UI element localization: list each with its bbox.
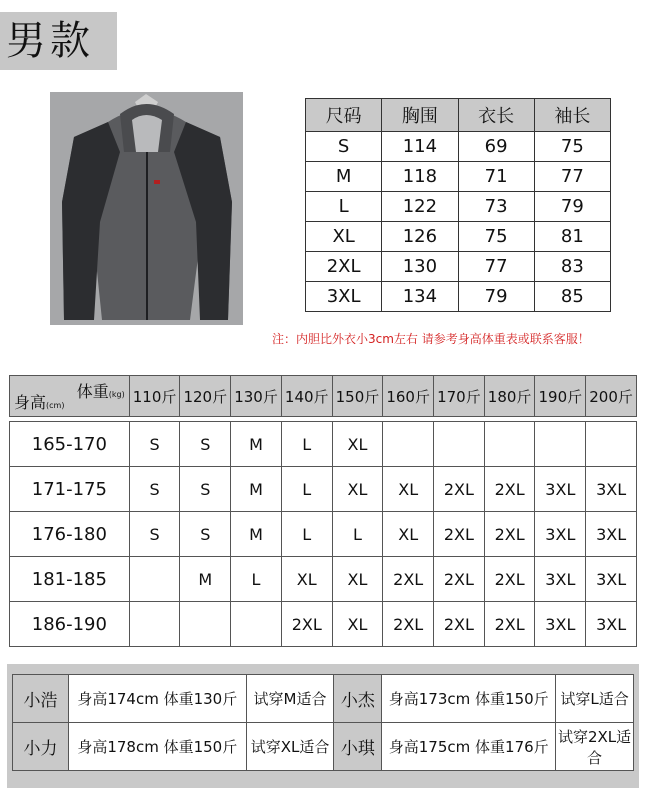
size-cell: S — [180, 512, 231, 557]
table-row — [306, 282, 611, 312]
tester-stats: 身高175cm 体重176斤 — [382, 723, 556, 771]
weight-header-cell: 130斤 — [231, 376, 282, 417]
table-row — [13, 675, 634, 723]
size-cell — [535, 422, 586, 467]
table-row — [306, 162, 611, 192]
size-cell: XL — [332, 602, 383, 647]
tester-stats: 身高174cm 体重130斤 — [68, 675, 246, 723]
size-cell: 2XL — [434, 467, 485, 512]
size-chart-header — [306, 99, 611, 132]
weight-header-cell: 140斤 — [281, 376, 332, 417]
size-chart-header-cell: 胸围 — [382, 99, 458, 132]
size-cell: XL — [281, 557, 332, 602]
size-cell: 2XL — [484, 557, 535, 602]
tester-stats: 身高178cm 体重150斤 — [68, 723, 246, 771]
table-cell: 75 — [534, 132, 610, 162]
weight-header-cell: 150斤 — [332, 376, 383, 417]
try-on-panel — [7, 664, 639, 788]
size-cell — [129, 557, 180, 602]
table-cell: 114 — [382, 132, 458, 162]
size-cell: L — [332, 512, 383, 557]
size-cell: XL — [332, 467, 383, 512]
table-cell: 83 — [534, 252, 610, 282]
size-cell: S — [180, 422, 231, 467]
table-cell: 79 — [458, 282, 534, 312]
size-cell: 2XL — [383, 557, 434, 602]
height-axis-label: 身高(cm) — [14, 393, 65, 412]
size-cell: XL — [383, 467, 434, 512]
weight-header-cell: 190斤 — [535, 376, 586, 417]
table-row — [306, 252, 611, 282]
page-title: 男款 — [0, 12, 117, 70]
jacket-illustration — [50, 92, 243, 325]
weight-header-cell: 110斤 — [129, 376, 180, 417]
height-cell: 165-170 — [10, 422, 130, 467]
fit-note: 注：内胆比外衣小3cm左右 请参考身高体重表或联系客服！ — [272, 332, 590, 346]
table-cell: M — [306, 162, 382, 192]
size-cell: L — [281, 422, 332, 467]
size-cell: 3XL — [586, 467, 637, 512]
weight-axis-label: 体重(kg) — [76, 382, 125, 401]
size-cell: 3XL — [586, 512, 637, 557]
table-cell: 118 — [382, 162, 458, 192]
size-cell: S — [129, 422, 180, 467]
table-cell: 77 — [458, 252, 534, 282]
table-row — [10, 467, 637, 512]
size-cell: XL — [383, 512, 434, 557]
table-row — [306, 132, 611, 162]
size-cell — [180, 602, 231, 647]
table-row — [10, 602, 637, 647]
size-chart-header-cell: 袖长 — [534, 99, 610, 132]
tester-stats: 身高173cm 体重150斤 — [382, 675, 556, 723]
table-cell: 79 — [534, 192, 610, 222]
size-cell — [484, 422, 535, 467]
table-cell: 73 — [458, 192, 534, 222]
tester-name: 小浩 — [13, 675, 69, 723]
tester-result: 试穿XL适合 — [246, 723, 334, 771]
size-cell: L — [281, 467, 332, 512]
tester-result: 试穿M适合 — [246, 675, 334, 723]
tester-name: 小琪 — [334, 723, 382, 771]
weight-header-cell: 160斤 — [383, 376, 434, 417]
table-row — [10, 557, 637, 602]
size-cell: 2XL — [484, 467, 535, 512]
size-cell: S — [129, 512, 180, 557]
weight-header-cell: 180斤 — [484, 376, 535, 417]
table-cell: 71 — [458, 162, 534, 192]
height-cell: 171-175 — [10, 467, 130, 512]
size-cell: S — [180, 467, 231, 512]
table-cell: L — [306, 192, 382, 222]
height-weight-chart — [9, 375, 637, 647]
size-cell: 2XL — [434, 512, 485, 557]
size-cell: L — [231, 557, 282, 602]
size-cell: 3XL — [586, 557, 637, 602]
weight-header-row — [10, 376, 637, 417]
size-cell: 3XL — [535, 557, 586, 602]
table-cell: 81 — [534, 222, 610, 252]
size-cell: M — [231, 422, 282, 467]
weight-header-cell: 170斤 — [434, 376, 485, 417]
size-cell: XL — [332, 557, 383, 602]
size-cell: 2XL — [434, 602, 485, 647]
table-cell: 69 — [458, 132, 534, 162]
weight-header-cell: 120斤 — [180, 376, 231, 417]
size-cell: 3XL — [586, 602, 637, 647]
size-cell: 2XL — [383, 602, 434, 647]
size-chart-header-cell: 尺码 — [306, 99, 382, 132]
table-row — [306, 222, 611, 252]
table-cell: 126 — [382, 222, 458, 252]
tester-result: 试穿L适合 — [556, 675, 634, 723]
size-cell — [434, 422, 485, 467]
corner-cell — [10, 376, 130, 417]
weight-header-cell: 200斤 — [586, 376, 637, 417]
size-cell: M — [231, 512, 282, 557]
product-image — [50, 92, 243, 325]
tester-name: 小力 — [13, 723, 69, 771]
height-cell: 186-190 — [10, 602, 130, 647]
table-row — [10, 512, 637, 557]
size-cell: 3XL — [535, 467, 586, 512]
size-cell — [586, 422, 637, 467]
table-cell: 134 — [382, 282, 458, 312]
height-cell: 181-185 — [10, 557, 130, 602]
size-cell: M — [180, 557, 231, 602]
table-row — [13, 723, 634, 771]
table-cell: 2XL — [306, 252, 382, 282]
tester-result: 试穿2XL适合 — [556, 723, 634, 771]
try-on-table — [12, 674, 634, 771]
table-cell: 77 — [534, 162, 610, 192]
tester-name: 小杰 — [334, 675, 382, 723]
size-cell: 3XL — [535, 512, 586, 557]
size-cell: 2XL — [281, 602, 332, 647]
table-cell: 3XL — [306, 282, 382, 312]
size-chart-header-cell: 衣长 — [458, 99, 534, 132]
size-cell: S — [129, 467, 180, 512]
size-cell: 3XL — [535, 602, 586, 647]
table-cell: 130 — [382, 252, 458, 282]
size-cell: XL — [332, 422, 383, 467]
size-cell: M — [231, 467, 282, 512]
size-cell: 2XL — [434, 557, 485, 602]
size-chart — [305, 98, 611, 312]
size-cell: 2XL — [484, 512, 535, 557]
size-cell — [383, 422, 434, 467]
table-cell: 122 — [382, 192, 458, 222]
table-row — [306, 192, 611, 222]
table-cell: 85 — [534, 282, 610, 312]
size-cell — [129, 602, 180, 647]
size-cell: 2XL — [484, 602, 535, 647]
size-cell — [231, 602, 282, 647]
table-cell: S — [306, 132, 382, 162]
table-cell: XL — [306, 222, 382, 252]
table-cell: 75 — [458, 222, 534, 252]
table-row — [10, 422, 637, 467]
size-cell: L — [281, 512, 332, 557]
height-cell: 176-180 — [10, 512, 130, 557]
